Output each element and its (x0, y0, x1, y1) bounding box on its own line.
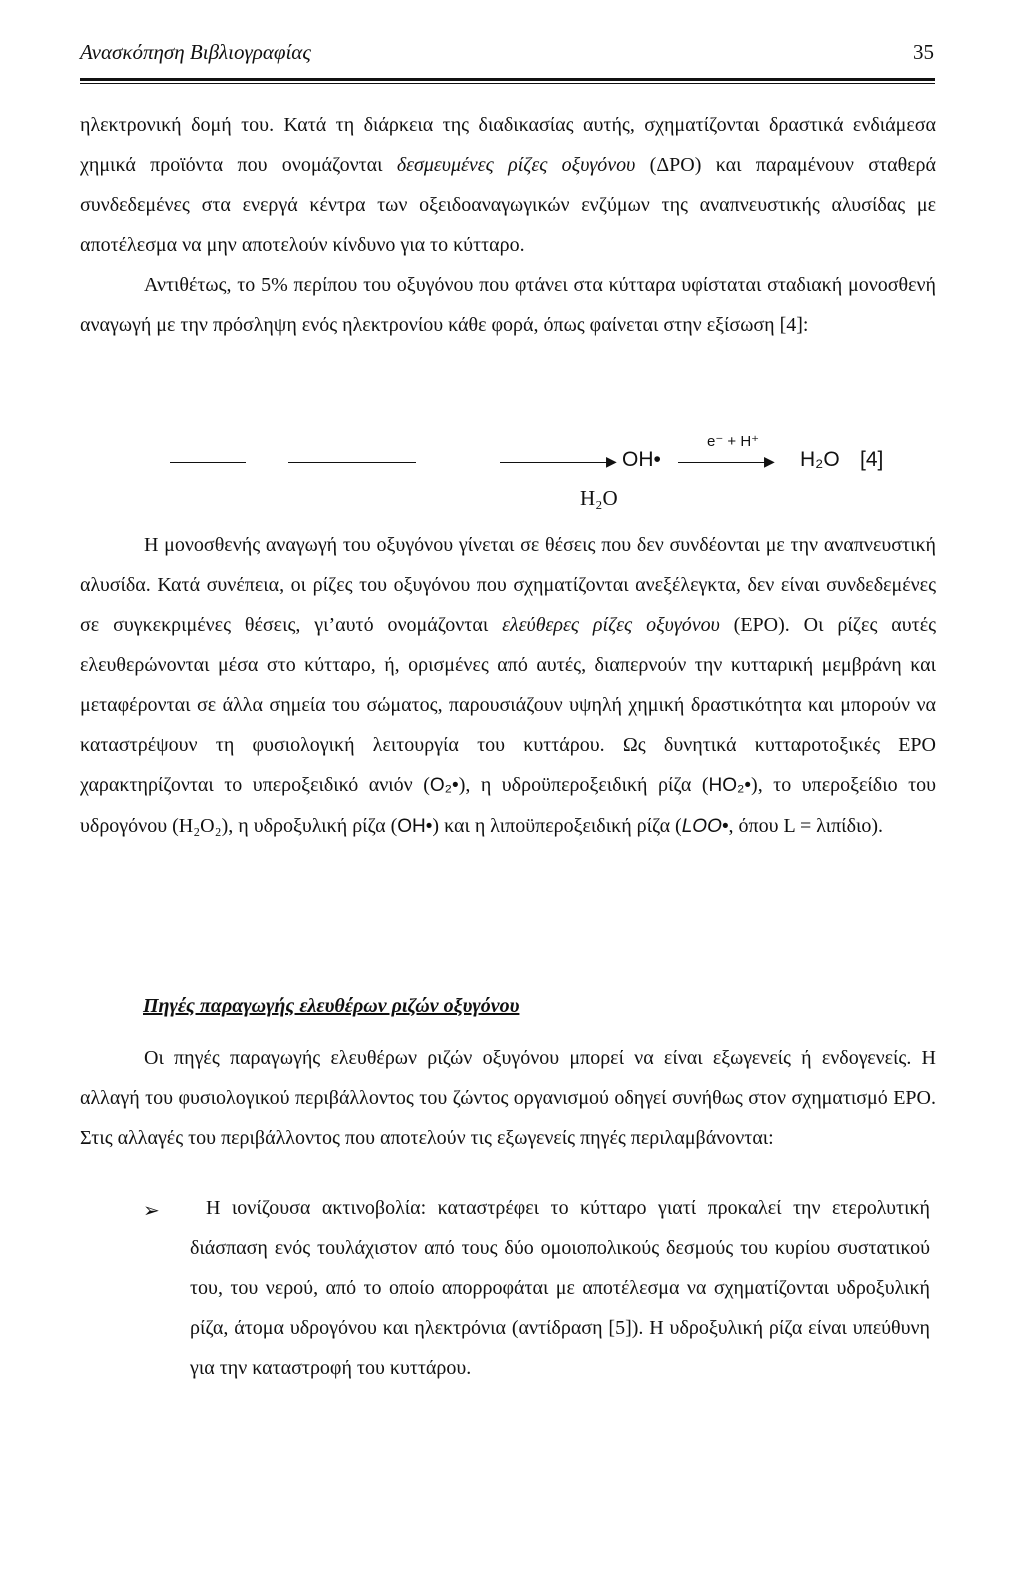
paragraph-1 (80, 105, 936, 345)
bullet-item: Η ιονίζουσα ακτινοβολία: καταστρέφει το κύτταρο γιατί προκαλεί την ετερολυτική διάσπαση ενός τουλάχιστον από τους δύο ομοιοπολικούς δεσμούς του κυρίου συστατικού του, του νερού, από το οποίο απορροφάται με αποτέλεσμα να σχηματίζονται υδροξυλική ρίζα, άτομα υδρογόνου και ηλεκτρόνια (αντίδραση [5]). Η υδροξυλική ρίζα είναι υπεύθυνη για την καταστροφή του κυττάρου. (190, 1197, 930, 1379)
reaction-arrow-segment-4 (678, 462, 768, 463)
paragraph-2: Η μονοσθενής αναγωγή του οξυγόνου γίνεται σε θέσεις που δεν συνδέονται με την αναπνευστική αλυσίδα. Κατά συνέπεια, οι ρίζες του οξυγόνου που σχηματίζονται ανεξέλεγκτα, δεν είναι συνδεδεμένες σε συγκεκριμένες θέσεις, γι’αυτό ονομάζονται ελεύθερες ρίζες οξυγόνου (ΕΡΟ). Οι ρίζες αυτές ελευθερώνονται μέσα στο κύτταρο, ή, ορισμένες από αυτές, διαπερνούν την κυτταρική μεμβράνη και μεταφέρονται σε άλλα σημεία του σώματος, παρουσιάζουν υψηλή χημική δραστικότητα και μπορούν να καταστρέψουν τη φυσιολογική λειτουργία του κυττάρου. Ως δυνητικά κυτταροτοξικές ΕΡΟ χαρακτηρίζονται το υπεροξειδικό ανιόν (O₂•), η υδροϋπεροξειδική ρίζα (HO₂•), το υπεροξείδιο του υδρογόνου (H₂O₂), η υδροξυλική ρίζα (OH•) και η λιποϋπεροξειδική ρίζα (LOO•, όπου L = λιπίδιο). (80, 534, 937, 837)
running-header (80, 40, 944, 80)
reaction-arrow-segment-3 (500, 462, 610, 463)
reagent-label: e⁻ + H⁺ (707, 433, 760, 450)
bound-radicals-term: δεσμευμένες ρίζες οξυγόνου (396, 154, 636, 176)
page-number: 35 (913, 40, 934, 64)
arrow-head-icon: ▶ (764, 453, 775, 469)
hydroxyl-radical-inline: OH• (397, 816, 433, 837)
section-heading: Πηγές παραγωγής ελευθέρων ριζών οξυγόνου (143, 995, 520, 1017)
free-radicals-term: ελεύθερες ρίζες οξυγόνου (502, 614, 720, 636)
paragraph-1-continuation: ηλεκτρονική δομή του. Κατά τη διάρκεια της διαδικασίας αυτής, σχηματίζονται δραστικά ενδιάμεσα χημικά προϊόντα που ονομάζονται δεσμευμένες ρίζες οξυγόνου (ΔΡΟ) και παραμένουν σταθερά συνδεδεμένες στα ενεργά κέντρα των οξειδοαναγωγικών ενζύμων της αναπνευστικής αλυσίδας με αποτέλεσμα να μην αποτελούν κίνδυνο για το κύτταρο. (80, 114, 937, 256)
equation-4 (170, 433, 930, 480)
section-title: Ανασκόπηση Βιβλιογραφίας (80, 40, 311, 64)
hydroperoxyl-radical: HO₂• (708, 775, 752, 796)
water-product: H₂O (800, 448, 840, 471)
superoxide-anion: O₂• (429, 775, 459, 796)
paragraph-1-second: Αντιθέτως, το 5% περίπου του οξυγόνου που φτάνει στα κύτταρα υφίσταται σταδιακή μονοσθενή αναγωγή με την πρόσληψη ενός ηλεκτρονίου κάθε φορά, όπως φαίνεται στην εξίσωση [4]: (80, 274, 936, 336)
lipid-peroxyl-radical: LOO• (681, 816, 729, 837)
reaction-arrow-segment-2 (288, 462, 416, 463)
equation-reference: [4] (860, 448, 884, 471)
arrow-head-icon: ▶ (606, 453, 617, 469)
hydroxyl-radical: OH• (622, 448, 661, 471)
water-label: H₂O (580, 486, 618, 510)
paragraph-3: Οι πηγές παραγωγής ελευθέρων ριζών οξυγόνου μπορεί να είναι εξωγενείς ή ενδογενείς. Η αλλαγή του φυσιολογικού περιβάλλοντος του ζώντος οργανισμού οδηγεί συνήθως στον σχηματισμό ΕΡΟ. Στις αλλαγές του περιβάλλοντος που αποτελούν τις εξωγενείς πηγές περιλαμβάνονται: (80, 1047, 936, 1149)
reaction-arrow-segment-1 (170, 462, 246, 463)
bullet-arrow-icon: ➢ (143, 1200, 160, 1222)
header-rule (80, 78, 935, 84)
